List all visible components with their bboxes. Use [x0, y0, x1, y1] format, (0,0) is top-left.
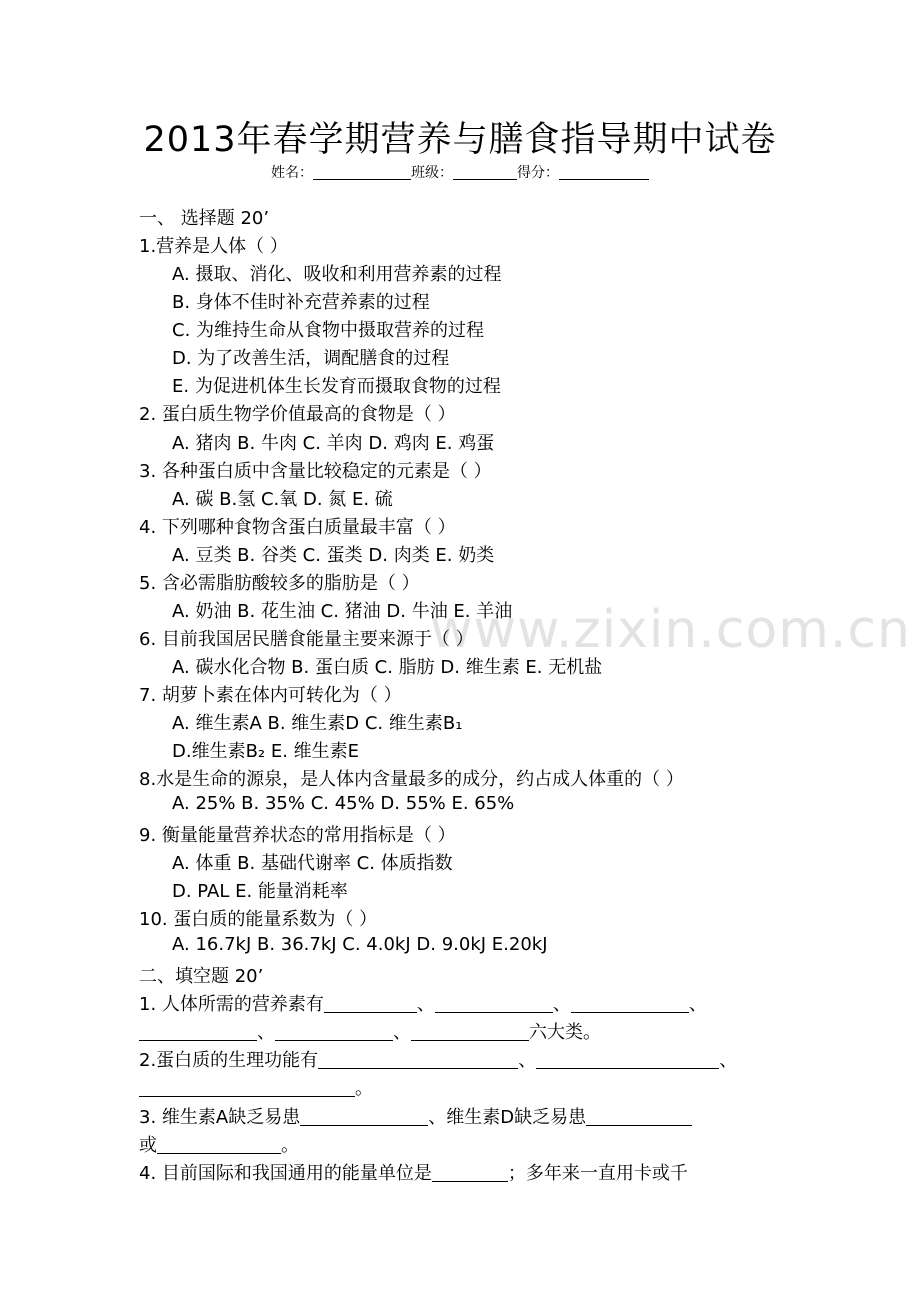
fill-question-1-end: 六大类。 [529, 1022, 601, 1043]
fill-question-1 [139, 990, 707, 1016]
question-7-options: A. 维生素A B. 维生素D C. 维生素B₁ [172, 713, 463, 734]
question-4: 4. 下列哪种食物含蛋白质量最丰富（ ） [139, 517, 456, 538]
answer-blank[interactable] [300, 1109, 428, 1126]
question-7: 7. 胡萝卜素在体内可转化为（ ） [139, 685, 402, 706]
student-info-row [0, 162, 920, 182]
answer-blank[interactable] [139, 1080, 355, 1097]
question-1-option: E. 为促进机体生长发育而摄取食物的过程 [172, 376, 501, 397]
class-blank[interactable] [453, 165, 517, 180]
score-label: 得分： [517, 165, 559, 181]
answer-blank[interactable] [275, 1024, 393, 1041]
period: 。 [355, 1078, 373, 1099]
fill-question-1-stem: 1. 人体所需的营养素有 [139, 994, 324, 1015]
question-3-options: A. 碳 B.氢 C.氧 D. 氮 E. 硫 [172, 489, 393, 510]
section-1-heading: 一、 选择题 20’ [139, 208, 270, 229]
question-9: 9. 衡量能量营养状态的常用指标是（ ） [139, 825, 456, 846]
fill-question-2-stem: 2.蛋白质的生理功能有 [139, 1050, 319, 1071]
answer-blank[interactable] [586, 1109, 692, 1126]
question-4-options: A. 豆类 B. 谷类 C. 蛋类 D. 肉类 E. 奶类 [172, 545, 495, 566]
question-6-options: A. 碳水化合物 B. 蛋白质 C. 脂肪 D. 维生素 E. 无机盐 [172, 657, 603, 678]
score-blank[interactable] [559, 165, 649, 180]
fill-question-3-stem: 3. 维生素A缺乏易患 [139, 1107, 301, 1128]
answer-blank[interactable] [139, 1024, 257, 1041]
separator: 、 [518, 1050, 537, 1071]
fill-question-3-mid: 、维生素D缺乏易患 [428, 1107, 587, 1128]
question-10-options: A. 16.7kJ B. 36.7kJ C. 4.0kJ D. 9.0kJ E.20kJ [172, 934, 548, 955]
fill-question-4-tail: ；多年来一直用卡或千 [507, 1163, 688, 1184]
fill-question-4 [139, 1159, 688, 1185]
or-text: 或 [139, 1135, 157, 1156]
fill-question-4-stem: 4. 目前国际和我国通用的能量单位是 [139, 1163, 432, 1184]
answer-blank[interactable] [324, 996, 417, 1013]
question-7-options: D.维生素B₂ E. 维生素E [172, 741, 360, 762]
answer-blank[interactable] [411, 1024, 529, 1041]
fill-question-2 [139, 1046, 737, 1072]
answer-blank[interactable] [318, 1052, 518, 1069]
answer-blank[interactable] [571, 996, 689, 1013]
question-1-option: C. 为维持生命从食物中摄取营养的过程 [172, 320, 485, 341]
separator: 、 [719, 1050, 738, 1071]
question-8: 8.水是生命的源泉，是人体内含量最多的成分，约占成人体重的（ ） [139, 769, 684, 790]
question-9-options: A. 体重 B. 基础代谢率 C. 体质指数 [172, 853, 453, 874]
separator: 、 [416, 994, 435, 1015]
question-5-options: A. 奶油 B. 花生油 C. 猪油 D. 牛油 E. 羊油 [172, 601, 513, 622]
watermark: www.zixin.com.cn [430, 600, 911, 660]
separator: 、 [688, 994, 707, 1015]
question-9-options: D. PAL E. 能量消耗率 [172, 881, 348, 902]
question-2-options: A. 猪肉 B. 牛肉 C. 羊肉 D. 鸡肉 E. 鸡蛋 [172, 433, 495, 454]
class-label: 班级： [411, 165, 453, 181]
answer-blank[interactable] [536, 1052, 719, 1069]
separator: 、 [393, 1022, 411, 1043]
name-blank[interactable] [313, 165, 411, 180]
fill-question-3-cont [139, 1131, 299, 1157]
question-2: 2. 蛋白质生物学价值最高的食物是（ ） [139, 404, 456, 425]
fill-question-1-cont [139, 1018, 601, 1044]
separator: 、 [552, 994, 571, 1015]
question-8-options: A. 25% B. 35% C. 45% D. 55% E. 65% [172, 793, 515, 814]
answer-blank[interactable] [157, 1137, 281, 1154]
question-10: 10. 蛋白质的能量系数为（ ） [139, 909, 378, 930]
question-3: 3. 各种蛋白质中含量比较稳定的元素是（ ） [139, 461, 492, 482]
answer-blank[interactable] [435, 996, 553, 1013]
answer-blank[interactable] [432, 1165, 508, 1182]
question-6: 6. 目前我国居民膳食能量主要来源于（ ） [139, 629, 474, 650]
fill-question-3 [139, 1103, 692, 1129]
question-1-option: B. 身体不佳时补充营养素的过程 [172, 292, 430, 313]
page-title: 2013年春学期营养与膳食指导期中试卷 [143, 120, 777, 160]
question-5: 5. 含必需脂肪酸较多的脂肪是（ ） [139, 573, 420, 594]
period: 。 [281, 1135, 299, 1156]
name-label: 姓名： [271, 165, 313, 181]
question-1-option: D. 为了改善生活，调配膳食的过程 [172, 348, 450, 369]
separator: 、 [257, 1022, 275, 1043]
question-1: 1.营养是人体（ ） [139, 236, 288, 257]
fill-question-2-cont [139, 1074, 373, 1100]
question-1-option: A. 摄取、消化、吸收和利用营养素的过程 [172, 264, 502, 285]
section-2-heading: 二、填空题 20’ [139, 966, 264, 987]
